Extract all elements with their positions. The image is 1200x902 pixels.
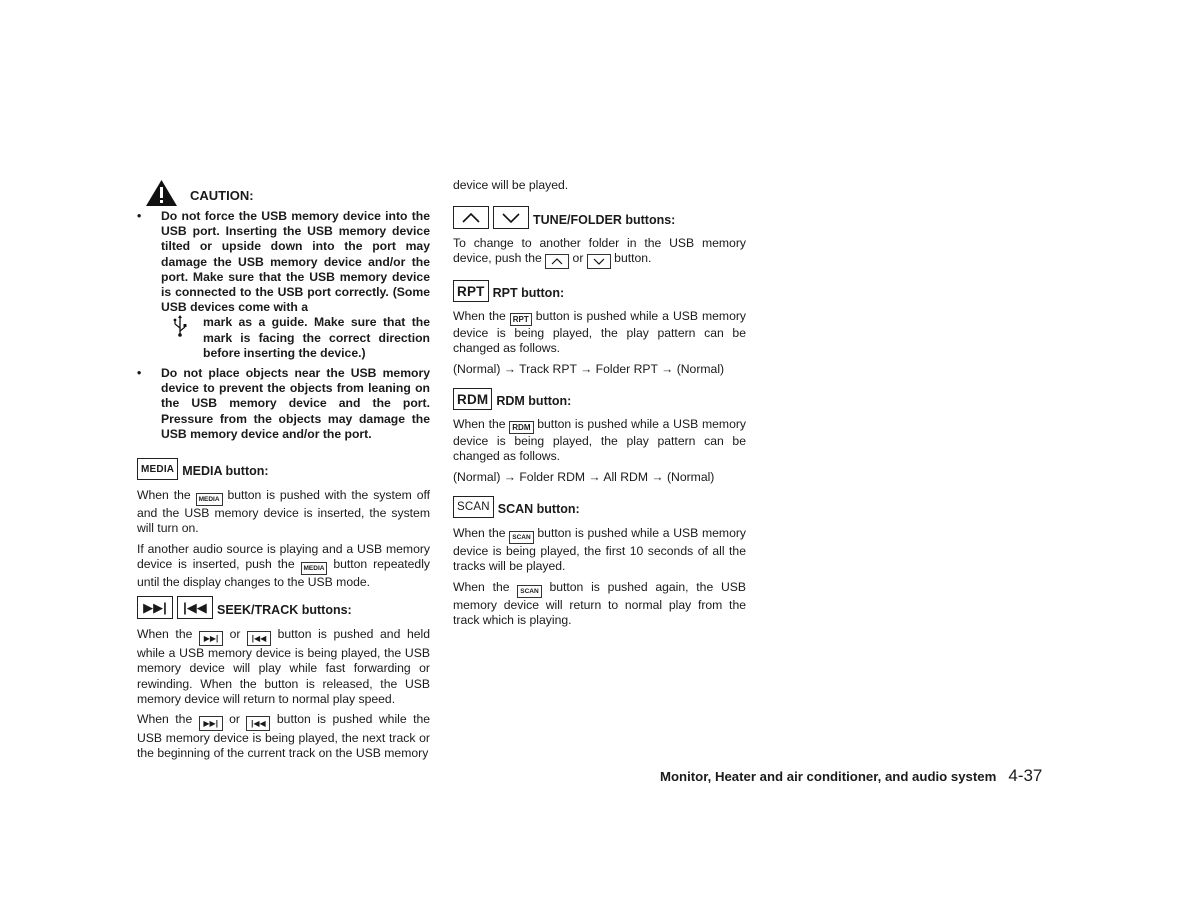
text-run: or	[572, 251, 584, 266]
text-run: When the	[453, 417, 506, 431]
bullet-dot: •	[137, 366, 142, 381]
continued-text	[453, 178, 746, 193]
media-body	[137, 488, 430, 590]
footer-section-title: Monitor, Heater and air conditioner, and audio system	[660, 769, 997, 784]
caution-list	[137, 209, 430, 447]
caution-bullet	[137, 209, 430, 361]
page-number: 4-37	[1008, 766, 1043, 785]
text-run: button is pushed with the system off and the USB memory device is inserted, the system will turn on.	[137, 488, 431, 536]
rdm-pattern: (Normal) → Folder RDM → All RDM → (Normal)	[453, 469, 715, 484]
chevron-up-icon	[551, 258, 563, 265]
text-run: When the	[137, 627, 193, 641]
text-run: button is pushed while a USB memory device is being played, the first 10 seconds of all the tracks will be played.	[453, 526, 747, 574]
text-run: or	[229, 711, 240, 726]
scan-section-header	[453, 496, 580, 518]
seek-paragraph	[137, 627, 430, 707]
tune-up-button-image	[453, 206, 489, 229]
bullet-dot: •	[137, 209, 142, 223]
rdm-button-image: RDM	[453, 388, 492, 410]
media-paragraph	[137, 488, 430, 537]
text-run: button is pushed while a USB memory device is being played, the play pattern can be changed as follows.	[453, 417, 746, 464]
scan-inline-button: SCAN	[509, 531, 533, 544]
text-run: button is pushed again, the USB memory device will return to normal play from the track which is playing.	[453, 579, 747, 627]
tune-paragraph	[453, 236, 746, 269]
seek-forward-inline-button: ▶▶|	[199, 631, 223, 646]
seek-section-header	[137, 596, 352, 619]
text-run: button is pushed while the USB memory device is being played, the next track or the beginning of the current track on the USB memory	[137, 711, 431, 761]
continued-paragraph: device will be played.	[453, 178, 569, 192]
text-run: When the	[137, 488, 191, 502]
seek-section-title: SEEK/TRACK buttons:	[217, 603, 352, 617]
chevron-down-icon	[593, 258, 605, 265]
media-section-title: MEDIA button:	[182, 464, 269, 478]
page-footer	[660, 766, 1042, 786]
caution-text: Do not place objects near the USB memory device to prevent the objects from leaning on the USB memory device and the port. Pressure from the objects may damage the USB memory device and/or the port.	[161, 366, 430, 441]
tune-section-header	[453, 206, 675, 229]
seek-back-inline-button: |◀◀	[247, 631, 271, 646]
rpt-section-header	[453, 280, 564, 302]
chevron-up-icon	[462, 213, 480, 223]
rpt-body	[453, 309, 746, 377]
seek-forward-button-image: ▶▶|	[137, 596, 173, 619]
text-run: If another audio source is playing and a USB memory device is inserted, push the	[137, 541, 430, 571]
chevron-down-icon	[502, 213, 520, 223]
caution-text: mark as a guide. Make sure that the mark is facing the correct direction before inserting the device.)	[203, 315, 430, 360]
text-run: When the	[453, 526, 506, 540]
text-run: When the	[453, 579, 510, 594]
media-section-header	[137, 458, 269, 480]
text-run: When the	[453, 309, 506, 323]
text-run: To change to another folder in the USB memory device, push the	[453, 236, 746, 266]
scan-paragraph	[453, 526, 746, 575]
scan-paragraph	[453, 580, 746, 629]
scan-button-image: SCAN	[453, 496, 494, 518]
seek-forward-inline-button: ▶▶|	[199, 716, 223, 731]
text-run: button is pushed and held while a USB memory device is being played, the USB memory device will play while fast forwarding or rewinding. When the button is released, the USB memory device will return to normal play speed.	[137, 627, 430, 706]
media-inline-button: MEDIA	[301, 562, 328, 575]
tune-body	[453, 236, 746, 269]
usb-symbol-icon	[173, 315, 187, 337]
rdm-section-title: RDM button:	[496, 394, 572, 408]
tune-up-inline-button	[545, 254, 569, 269]
media-inline-button: MEDIA	[196, 493, 223, 506]
tune-section-title: TUNE/FOLDER buttons:	[533, 213, 676, 227]
seek-paragraph	[137, 712, 430, 762]
text-run: button repeatedly until the display changes to the USB mode.	[137, 556, 430, 589]
warning-triangle-icon	[145, 179, 178, 207]
seek-back-inline-button: |◀◀	[246, 716, 270, 731]
caution-title: CAUTION:	[190, 187, 254, 203]
scan-inline-button: SCAN	[517, 585, 541, 598]
rpt-button-image: RPT	[453, 280, 489, 302]
caution-text: Do not force the USB memory device into the USB port. Inserting the USB memory device tilted or upside down into the port may damage the USB memory device and/or the port. Make sure that the USB memory device is connected to the USB port correctly. (Some USB devices come with a	[161, 209, 430, 315]
media-button-image: MEDIA	[137, 458, 178, 480]
text-run: When the	[137, 711, 193, 726]
scan-body	[453, 526, 746, 628]
rdm-inline-button: RDM	[509, 421, 533, 434]
rpt-inline-button: RPT	[510, 313, 532, 326]
seek-back-button-image: |◀◀	[177, 596, 213, 619]
tune-down-button-image	[493, 206, 529, 229]
text-run: button is pushed while a USB memory device is being played, the play pattern can be changed as follows.	[453, 309, 747, 356]
rdm-body	[453, 417, 746, 485]
text-run: button.	[614, 251, 652, 266]
rpt-pattern: (Normal) → Track RPT → Folder RPT → (Normal)	[453, 361, 725, 376]
text-run: or	[229, 627, 241, 641]
scan-section-title: SCAN button:	[497, 502, 580, 516]
seek-body	[137, 627, 430, 761]
tune-down-inline-button	[587, 254, 611, 269]
rdm-paragraph	[453, 417, 746, 465]
caution-header	[145, 179, 254, 207]
usb-mark-line	[161, 315, 430, 361]
rpt-section-title: RPT button:	[492, 286, 565, 300]
rpt-paragraph	[453, 309, 746, 357]
rdm-section-header	[453, 388, 571, 410]
caution-bullet	[137, 366, 430, 442]
media-paragraph	[137, 542, 430, 591]
